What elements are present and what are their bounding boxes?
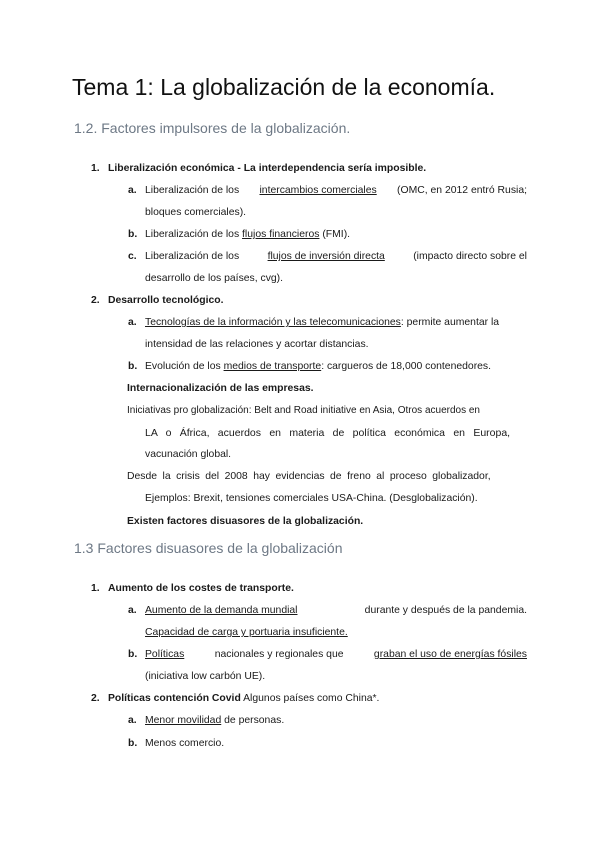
list-item (145, 250, 527, 264)
list-item-continuation: desarrollo de los países, cvg). (145, 273, 284, 284)
paragraph: Desde la crisis del 2008 hay evidencias de freno al proceso globalizador, (127, 471, 491, 482)
paragraph-bold: Existen factores disuasores de la globalización. (127, 516, 364, 527)
list-item (145, 316, 499, 330)
text: (impacto directo sobre el (413, 251, 527, 262)
underlined-term: flujos de inversión directa (267, 251, 385, 262)
sublist-letter: a. (128, 317, 137, 328)
text: Liberalización de los (145, 229, 240, 240)
text: (OMC, en 2012 entró Rusia; (397, 185, 527, 196)
text: : permite aumentar la (400, 317, 500, 328)
list-number: 1. (91, 163, 100, 174)
underlined-term: flujos financieros (242, 229, 320, 240)
paragraph-bold: Internacionalización de las empresas. (127, 383, 314, 394)
text: durante y después de la pandemia. (364, 605, 527, 616)
sublist-letter: c. (128, 251, 137, 262)
list-item (145, 360, 491, 374)
list-item-continuation: intensidad de las relaciones y acortar distancias. (145, 339, 369, 350)
text: de personas. (224, 715, 285, 726)
list-number: 1. (91, 583, 100, 594)
list-item-continuation: (iniciativa low carbón UE). (145, 671, 266, 682)
underlined-term: medios de transporte (223, 361, 322, 372)
text: Evolución de los (145, 361, 221, 372)
sublist-letter: a. (128, 715, 137, 726)
section-heading-1-2: 1.2. Factores impulsores de la globalización. (74, 120, 351, 136)
page-title: Tema 1: La globalización de la economía. (72, 74, 496, 100)
list-item-label: Políticas contención Covid (108, 693, 241, 704)
text: Liberalización de los (145, 185, 240, 196)
list-item (145, 648, 527, 662)
underlined-term: Aumento de la demanda mundial (145, 605, 298, 616)
list-item (145, 228, 350, 242)
sublist-letter: b. (128, 229, 138, 240)
list-number: 2. (91, 693, 100, 704)
paragraph: Iniciativas pro globalización: Belt and Road initiative en Asia, Otros acuerdos en (127, 405, 480, 416)
section-heading-1-3: 1.3 Factores disuasores de la globalización (74, 540, 343, 556)
list-item (145, 184, 527, 198)
sublist-letter: a. (128, 185, 137, 196)
text: nacionales y regionales que (214, 649, 344, 660)
list-item (145, 714, 284, 728)
paragraph-continuation: LA o África, acuerdos en materia de política económica en Europa, (145, 427, 511, 439)
list-item-continuation: bloques comerciales). (145, 207, 247, 218)
list-item-label: Desarrollo tecnológico. (108, 295, 224, 306)
list-item (145, 604, 527, 618)
text: Liberalización de los (145, 251, 240, 262)
underlined-term: Menor movilidad (145, 715, 222, 726)
sublist-letter: b. (128, 649, 138, 660)
underlined-term: Capacidad de carga y portuaria insuficiente. (145, 627, 348, 638)
underlined-term: intercambios comerciales (259, 185, 377, 196)
underlined-term: Tecnologías de la información y las telecomunicaciones (145, 317, 401, 328)
list-item-label: Liberalización económica - La interdependencia sería imposible. (108, 163, 427, 174)
underlined-term: Políticas (145, 649, 185, 660)
paragraph-continuation: vacunación global. (145, 449, 232, 460)
list-item (108, 692, 379, 706)
list-item-label: Aumento de los costes de transporte. (108, 583, 294, 594)
paragraph-continuation: Ejemplos: Brexit, tensiones comerciales USA-China. (Desglobalización). (145, 493, 478, 504)
list-item: Menos comercio. (145, 738, 225, 749)
text: Algunos países como China*. (243, 693, 380, 704)
sublist-letter: a. (128, 605, 137, 616)
text: (FMI). (322, 229, 351, 240)
underlined-term: graban el uso de energías fósiles (373, 649, 527, 660)
text: : cargueros de 18,000 contenedores. (321, 361, 492, 372)
sublist-letter: b. (128, 361, 138, 372)
sublist-letter: b. (128, 738, 138, 749)
list-number: 2. (91, 295, 100, 306)
